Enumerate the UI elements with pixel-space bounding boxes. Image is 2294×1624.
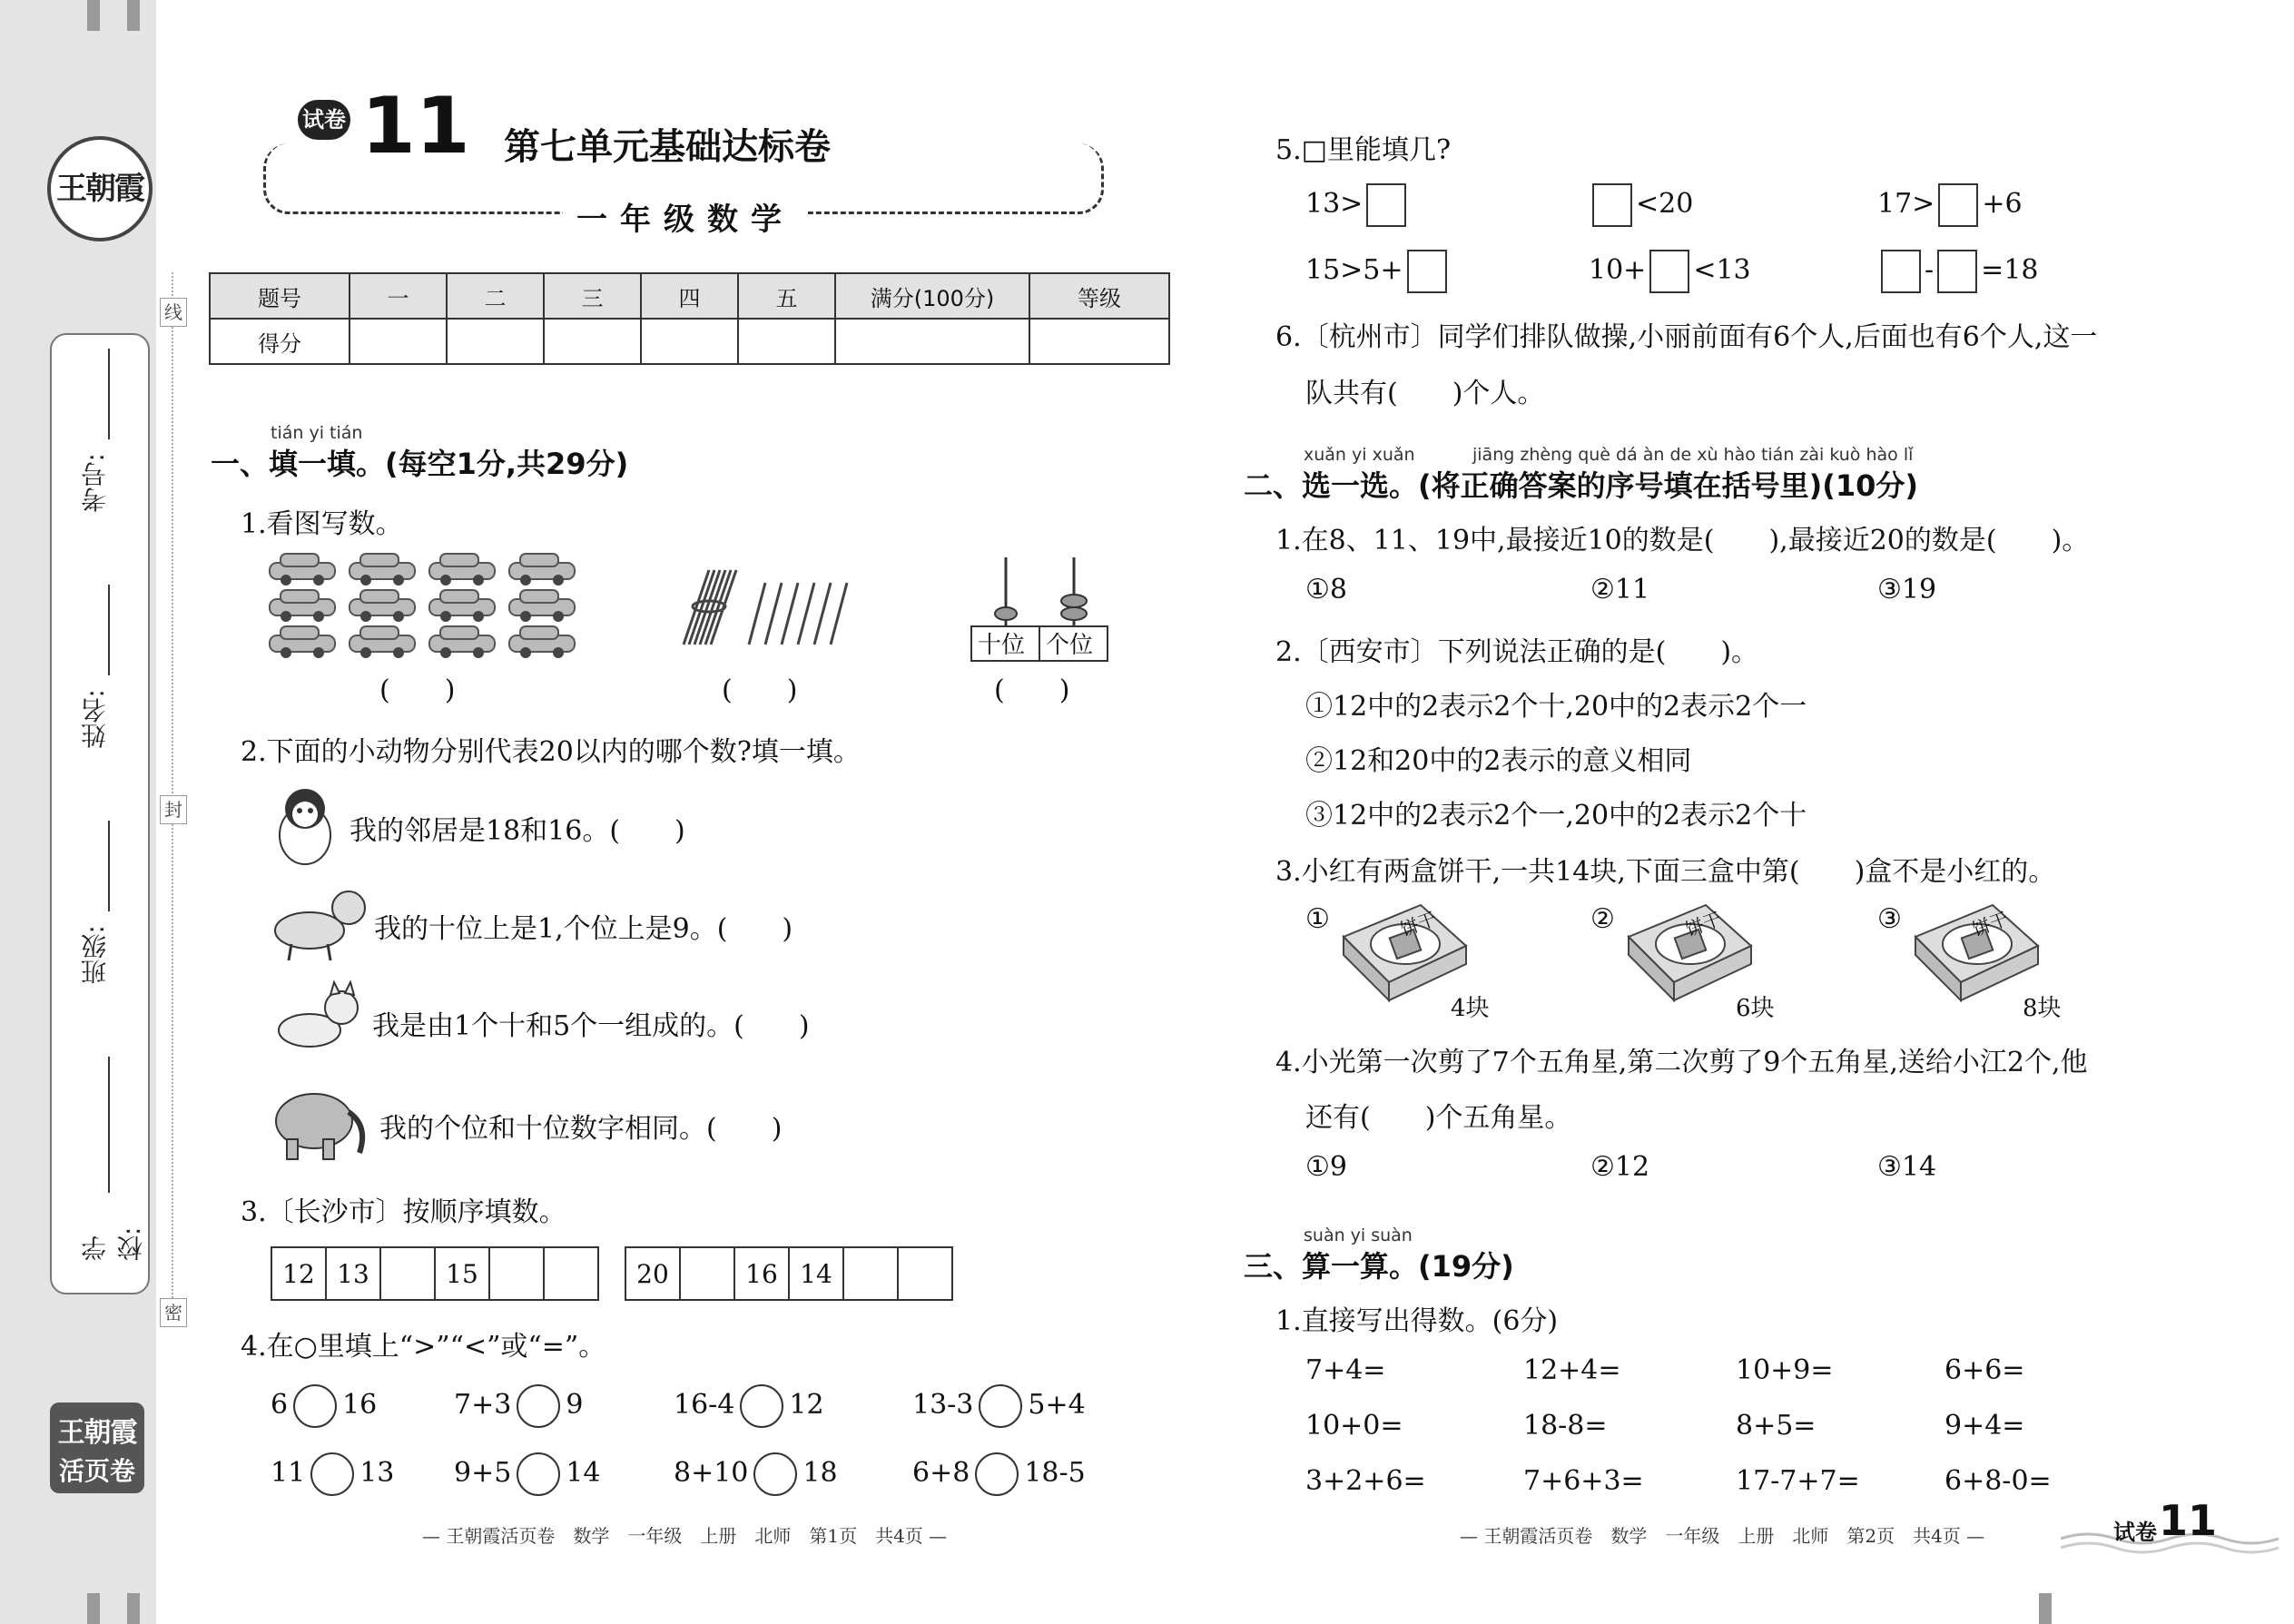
compare-circle[interactable]: [740, 1384, 783, 1428]
section3-pinyin: suàn yi suàn: [1304, 1225, 1413, 1245]
q6-line1: 6.〔杭州市〕同学们排队做操,小丽前面有6个人,后面也有6个人,这一: [1275, 321, 2098, 353]
expr-part: <20: [1636, 188, 1694, 220]
logo-line2: 活页卷: [58, 1456, 135, 1486]
fill-box[interactable]: [1407, 250, 1447, 293]
fill-expression: [1589, 183, 1693, 227]
cookie-box-label: 饼干: [1397, 907, 1440, 941]
expr-part: 10+: [1589, 254, 1647, 286]
option[interactable]: ①: [1305, 903, 1330, 935]
binding-mark: [127, 0, 140, 31]
s2-q4-line2: 还有( )个五角星。: [1305, 1102, 1572, 1134]
s3-q1-text: 1.直接写出得数。(6分): [1275, 1305, 1559, 1337]
q5-text: 5.□里能填几?: [1275, 134, 1452, 166]
option[interactable]: ③12中的2表示2个一,20中的2表示2个十: [1305, 800, 1807, 832]
sequence-cell[interactable]: [489, 1247, 544, 1300]
option[interactable]: ③: [1877, 903, 1902, 935]
sequence-cell[interactable]: [843, 1247, 898, 1300]
sequence-cell: 13: [326, 1247, 380, 1300]
score-cell[interactable]: [1029, 319, 1169, 364]
compare-item: [912, 1384, 1086, 1428]
fill-line[interactable]: [108, 821, 110, 911]
fill-box[interactable]: [1366, 183, 1406, 227]
dog-icon: [269, 881, 369, 962]
footer-left: — 王朝霞活页卷 数学 一年级 上册 北师 第1页 共4页 —: [422, 1525, 948, 1547]
compare-right: 9: [566, 1389, 584, 1421]
info-label: 班级:: [80, 925, 110, 985]
compare-circle[interactable]: [517, 1384, 560, 1428]
q4-text: 4.在○里填上“>”“<”或“=”。: [241, 1331, 606, 1363]
calc-item[interactable]: 9+4=: [1944, 1410, 2025, 1442]
score-header: 题号: [210, 273, 350, 319]
expr-part: +6: [1982, 188, 2023, 220]
sequence-cell: 12: [271, 1247, 326, 1300]
answer-blank[interactable]: ( ): [994, 674, 1070, 706]
sequence-cell: 15: [435, 1247, 489, 1300]
logo-line1: 王朝霞: [57, 1417, 137, 1449]
fill-box[interactable]: [1937, 250, 1977, 293]
fill-line[interactable]: [108, 585, 110, 675]
compare-right: 5+4: [1028, 1389, 1086, 1421]
score-cell[interactable]: [835, 319, 1029, 364]
calc-item[interactable]: 7+4=: [1305, 1354, 1386, 1386]
section2-pinyin: jiāng zhèng què dá àn de xù hào tián zài kuò hào lǐ: [1472, 445, 1914, 465]
sequence-table-2: [625, 1246, 953, 1301]
sequence-cell[interactable]: [898, 1247, 952, 1300]
expr-part: 17>: [1877, 188, 1935, 220]
compare-item: [271, 1452, 394, 1496]
compare-left: 6: [271, 1389, 289, 1421]
cut-line: [172, 272, 173, 1316]
corner-number: 11: [2159, 1496, 2218, 1545]
compare-circle[interactable]: [979, 1384, 1022, 1428]
option[interactable]: ②: [1590, 903, 1615, 935]
answer-blank[interactable]: ( ): [722, 674, 798, 706]
sequence-cell: 16: [734, 1247, 789, 1300]
place-label-ones: 个位: [1046, 632, 1094, 659]
calc-item[interactable]: 3+2+6=: [1305, 1465, 1426, 1497]
info-field-class: [52, 816, 148, 1025]
cut-mark-feng: 封: [160, 795, 187, 824]
elephant-icon: [269, 1080, 373, 1162]
cat-icon: [269, 980, 369, 1058]
fill-expression: [1589, 250, 1751, 293]
section3-heading: 三、算一算。(19分): [1244, 1249, 1514, 1284]
compare-left: 9+5: [454, 1457, 512, 1489]
section2-heading: 二、选一选。(将正确答案的序号填在括号里)(10分): [1244, 468, 1919, 503]
expr-part: <13: [1693, 254, 1751, 286]
expr-part: 15>5+: [1305, 254, 1403, 286]
compare-left: 8+10: [674, 1457, 749, 1489]
option[interactable]: ②11: [1590, 574, 1650, 605]
score-header: 等级: [1029, 273, 1169, 319]
score-header-row: [210, 273, 1169, 319]
sequence-table-1: [271, 1246, 599, 1301]
compare-left: 7+3: [454, 1389, 512, 1421]
s2-q3-text: 3.小红有两盒饼干,一共14块,下面三盒中第( )盒不是小红的。: [1275, 856, 2056, 888]
score-header: 五: [738, 273, 835, 319]
animal-clue-2: 我的十位上是1,个位上是9。( ): [374, 913, 793, 945]
binding-mark: [87, 0, 100, 31]
q2-text: 2.下面的小动物分别代表20以内的哪个数?填一填。: [241, 736, 861, 768]
score-cell[interactable]: [350, 319, 447, 364]
place-label-tens: 十位: [978, 632, 1026, 659]
penguin-icon: [269, 785, 341, 867]
compare-circle[interactable]: [975, 1452, 1019, 1496]
score-cell[interactable]: [738, 319, 835, 364]
score-cell[interactable]: [641, 319, 738, 364]
sticks-picture: [676, 563, 858, 654]
compare-right: 14: [566, 1457, 601, 1489]
compare-right: 13: [359, 1457, 395, 1489]
cut-mark-mi: 密: [160, 1298, 187, 1327]
page-title: 第七单元基础达标卷: [504, 126, 831, 168]
option[interactable]: ①9: [1305, 1151, 1347, 1183]
info-label: 学校:: [80, 1226, 146, 1261]
calc-item[interactable]: 6+6=: [1944, 1354, 2025, 1386]
cars-picture: [268, 552, 586, 665]
sequence-cell: 20: [625, 1247, 680, 1300]
compare-left: 16-4: [674, 1389, 735, 1421]
compare-left: 6+8: [912, 1457, 970, 1489]
score-header: 四: [641, 273, 738, 319]
calc-item[interactable]: 17-7+7=: [1736, 1465, 1860, 1497]
cookie-count: 8块: [2023, 995, 2062, 1022]
animal-clue-3: 我是由1个十和5个一组成的。( ): [372, 1010, 810, 1042]
compare-left: 13-3: [912, 1389, 974, 1421]
expr-part: =18: [1981, 254, 2039, 286]
paper-number: 11: [361, 81, 470, 172]
cut-mark-xian: 线: [160, 298, 187, 327]
compare-left: 11: [271, 1457, 306, 1489]
compare-circle[interactable]: [517, 1452, 560, 1496]
logo-text: 王朝霞: [56, 171, 143, 207]
publisher-square-logo: [50, 1403, 144, 1493]
answer-blank[interactable]: ( ): [379, 674, 456, 706]
compare-item: [454, 1384, 583, 1428]
score-header: 三: [544, 273, 641, 319]
info-field-school: [52, 1052, 148, 1261]
fill-line[interactable]: [108, 349, 110, 439]
calc-item[interactable]: 12+4=: [1523, 1354, 1621, 1386]
score-cell[interactable]: [447, 319, 544, 364]
compare-item: [674, 1384, 824, 1428]
corner-tag: 试卷: [2113, 1519, 2157, 1545]
info-field-exam-no: [52, 344, 148, 553]
compare-circle[interactable]: [753, 1452, 797, 1496]
compare-right: 18: [802, 1457, 838, 1489]
section1-pinyin: tián yi tián: [271, 423, 363, 443]
cookie-box-label: 饼干: [1682, 907, 1725, 941]
binding-mark: [87, 1593, 100, 1624]
cookie-count: 6块: [1736, 995, 1775, 1022]
compare-item: [674, 1452, 838, 1496]
score-row: [210, 319, 1169, 364]
option[interactable]: ③14: [1877, 1151, 1937, 1183]
cookie-box-label: 饼干: [1969, 907, 2012, 941]
q6-line2: 队共有( )个人。: [1305, 378, 1545, 409]
fill-expression: [1305, 183, 1410, 227]
s2-q1-text: 1.在8、11、19中,最接近10的数是( ),最接近20的数是( )。: [1275, 525, 2090, 556]
s2-q2-text: 2.〔西安市〕下列说法正确的是( )。: [1275, 636, 1759, 668]
student-info-box: [50, 333, 150, 1294]
option[interactable]: ③19: [1877, 574, 1937, 605]
calc-item[interactable]: 8+5=: [1736, 1410, 1816, 1442]
score-cell[interactable]: [544, 319, 641, 364]
binding-mark: [127, 1593, 140, 1624]
section2-pinyin: xuǎn yi xuǎn: [1304, 445, 1415, 465]
sequence-cell[interactable]: [544, 1247, 598, 1300]
fill-box[interactable]: [1649, 250, 1689, 293]
fill-box[interactable]: [1938, 183, 1978, 227]
fill-line[interactable]: [108, 1057, 110, 1193]
cookie-count: 4块: [1451, 995, 1490, 1022]
binding-mark: [2039, 1593, 2052, 1624]
calc-item[interactable]: 10+9=: [1736, 1354, 1834, 1386]
calc-item[interactable]: 10+0=: [1305, 1410, 1403, 1442]
sequence-cell[interactable]: [680, 1247, 734, 1300]
option[interactable]: ②12: [1590, 1151, 1650, 1183]
publisher-seal-logo: [47, 136, 153, 241]
expr-part: 13>: [1305, 188, 1364, 220]
compare-circle[interactable]: [293, 1384, 337, 1428]
fill-box[interactable]: [1592, 183, 1632, 227]
calc-item[interactable]: 18-8=: [1523, 1410, 1608, 1442]
q1-text: 1.看图写数。: [241, 508, 403, 540]
score-table: [209, 272, 1170, 365]
animal-clue-4: 我的个位和十位数字相同。( ): [379, 1113, 783, 1145]
calc-item[interactable]: 7+6+3=: [1523, 1465, 1644, 1497]
animal-clue-1: 我的邻居是18和16。( ): [350, 815, 685, 847]
expr-part: -: [1925, 254, 1935, 286]
compare-right: 18-5: [1024, 1457, 1086, 1489]
score-row-label: 得分: [210, 319, 350, 364]
info-label: 考号:: [80, 453, 110, 513]
s2-q4-line1: 4.小光第一次剪了7个五角星,第二次剪了9个五角星,送给小江2个,他: [1275, 1047, 2088, 1078]
fill-box[interactable]: [1881, 250, 1921, 293]
compare-item: [454, 1452, 601, 1496]
info-field-name: [52, 580, 148, 789]
page-subtitle: 一年级数学: [563, 194, 808, 234]
footer-right: — 王朝霞活页卷 数学 一年级 上册 北师 第2页 共4页 —: [1460, 1525, 1985, 1547]
score-header: 满分(100分): [835, 273, 1029, 319]
sequence-cell: 14: [789, 1247, 843, 1300]
q3-text: 3.〔长沙市〕按顺序填数。: [241, 1196, 566, 1228]
compare-right: 12: [789, 1389, 824, 1421]
fill-expression: [1305, 250, 1451, 293]
option[interactable]: ②12和20中的2表示的意义相同: [1305, 745, 1692, 777]
option[interactable]: ①8: [1305, 574, 1347, 605]
fill-expression: [1877, 183, 2023, 227]
score-header: 一: [350, 273, 447, 319]
compare-circle[interactable]: [310, 1452, 354, 1496]
info-label: 姓名:: [80, 689, 110, 749]
fill-expression: [1877, 250, 2038, 293]
compare-item: [271, 1384, 377, 1428]
calc-item[interactable]: 6+8-0=: [1944, 1465, 2052, 1497]
paper-tag: 试卷: [298, 100, 350, 140]
section1-heading: 一、填一填。(每空1分,共29分): [211, 447, 629, 481]
sequence-cell[interactable]: [380, 1247, 435, 1300]
option[interactable]: ①12中的2表示2个十,20中的2表示2个一: [1305, 691, 1807, 723]
compare-item: [912, 1452, 1086, 1496]
score-header: 二: [447, 273, 544, 319]
compare-right: 16: [342, 1389, 378, 1421]
